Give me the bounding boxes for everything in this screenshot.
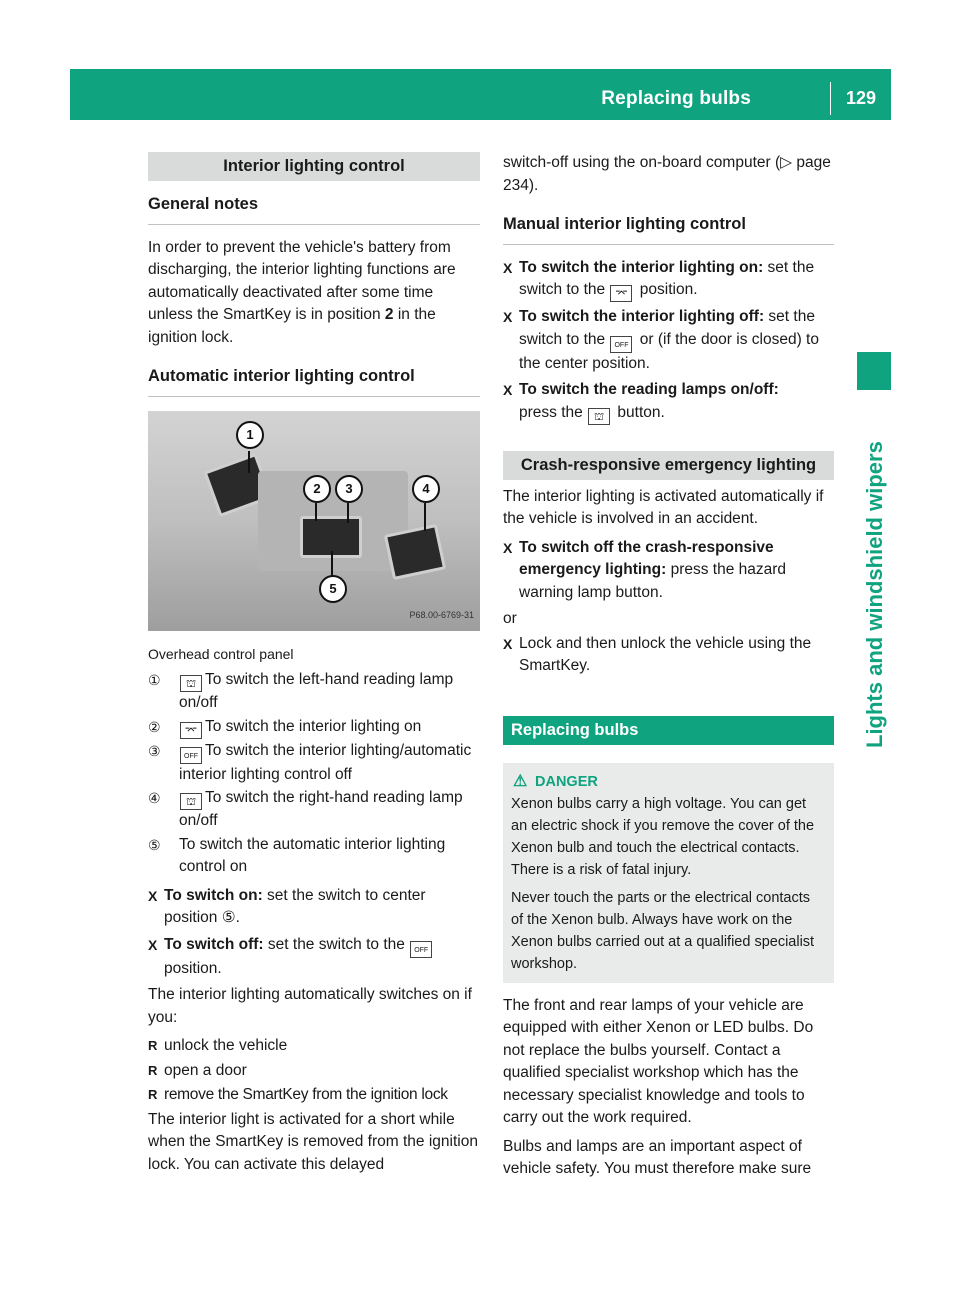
bullet-marker: R bbox=[148, 1062, 158, 1078]
legend-item-1 bbox=[148, 669, 480, 715]
callout-4: 4 bbox=[412, 475, 440, 503]
auto-on-text-3: remove the SmartKey from the ignition lock bbox=[164, 1086, 448, 1103]
legend-num-5: ⑤ bbox=[148, 836, 161, 853]
auto-on-text-2: open a door bbox=[164, 1061, 247, 1079]
legend-item-2 bbox=[148, 716, 480, 739]
interior-light-off-icon: OFF bbox=[180, 747, 202, 764]
section-title-interior-lighting: Interior lighting control bbox=[148, 152, 480, 181]
step-marker: X bbox=[148, 887, 158, 904]
callout-line-3 bbox=[347, 503, 349, 523]
overhead-panel-photo bbox=[148, 411, 480, 631]
callout-1: 1 bbox=[236, 421, 264, 449]
crash-alt-step bbox=[503, 633, 834, 678]
manual-step-off bbox=[503, 306, 834, 375]
manual-step-reading-text-a: press the bbox=[519, 403, 583, 421]
legend-item-5 bbox=[148, 834, 480, 879]
danger-heading bbox=[511, 771, 826, 793]
bulbs-paragraph-1: The front and rear lamps of your vehicle are equipped with either Xenon or LED bulbs. Do not replace the bulbs yourself. Contact a qualified specialist workshop which has the necessary specialist knowledge and tools to carry out the work required. bbox=[503, 996, 814, 1126]
danger-box bbox=[503, 763, 834, 983]
right-column bbox=[503, 152, 834, 1187]
auto-on-text-1: unlock the vehicle bbox=[164, 1037, 288, 1054]
callout-line-2 bbox=[315, 503, 317, 521]
photo-code: P68.00-6769-31 bbox=[409, 610, 474, 620]
or-text: or bbox=[503, 610, 517, 627]
header-title: Replacing bulbs bbox=[601, 88, 751, 109]
callout-5: 5 bbox=[319, 575, 347, 603]
step-switch-off bbox=[148, 934, 480, 981]
bulbs-paragraph-2: Bulbs and lamps are an important aspect of vehicle safety. You must therefore make sure bbox=[503, 1137, 812, 1177]
manual-step-reading-text-b: button. bbox=[617, 403, 665, 421]
legend-num-4: ④ bbox=[148, 790, 161, 806]
legend-num-3: ③ bbox=[148, 742, 161, 759]
side-label: Lights and windshield wipers bbox=[862, 441, 887, 748]
interior-light-off-icon: OFF bbox=[610, 336, 632, 353]
continued-paragraph: switch-off using the on-board computer (▷ page 234). bbox=[503, 154, 831, 194]
legend-num-2: ② bbox=[148, 718, 161, 735]
auto-on-item-1 bbox=[148, 1035, 480, 1058]
warning-triangle-icon: ⚠ bbox=[513, 772, 528, 790]
crash-paragraph: The interior lighting is activated automatically if the vehicle is involved in an accident. bbox=[503, 487, 824, 527]
step-marker: X bbox=[503, 309, 513, 325]
legend-text-1: To switch the left-hand reading lamp on/off bbox=[179, 671, 454, 711]
danger-label: DANGER bbox=[535, 773, 598, 790]
interior-light-on-icon: ⌤ bbox=[610, 285, 632, 302]
legend-text-3: To switch the interior lighting/automatic interior lighting control off bbox=[179, 741, 472, 783]
page-number: 129 bbox=[845, 88, 877, 108]
bullet-marker: R bbox=[148, 1087, 158, 1102]
photo-caption: Overhead control panel bbox=[148, 645, 294, 662]
manual-step-on-label: To switch the interior lighting on: bbox=[519, 258, 764, 276]
left-column bbox=[148, 152, 480, 1182]
step-switch-on bbox=[148, 885, 480, 930]
crash-alt-text: Lock and then unlock the vehicle using the SmartKey. bbox=[519, 634, 812, 674]
crash-step bbox=[503, 537, 834, 605]
step-switch-on-text: set the switch to center position ⑤. bbox=[164, 886, 426, 926]
manual-step-on-text-b: position. bbox=[639, 281, 698, 298]
side-tab-marker bbox=[857, 352, 891, 390]
auto-on-item-3 bbox=[148, 1084, 480, 1107]
section-title-replacing-bulbs: Replacing bulbs bbox=[503, 716, 834, 745]
manual-step-reading bbox=[503, 379, 834, 425]
callout-line-5 bbox=[331, 551, 333, 577]
legend-text-2: To switch the interior lighting on bbox=[205, 717, 422, 735]
reading-lamp-icon: ⛫ bbox=[180, 793, 202, 810]
legend-item-4 bbox=[148, 787, 480, 833]
manual-step-off-text-a: set the switch to the bbox=[519, 308, 815, 348]
general-notes-paragraph bbox=[148, 237, 480, 350]
step-switch-on-label: To switch on: bbox=[164, 886, 263, 904]
general-notes-bold: 2 bbox=[384, 306, 394, 323]
legend-text-4: To switch the right-hand reading lamp on/off bbox=[179, 789, 463, 829]
step-marker: X bbox=[503, 635, 513, 652]
legend-num-1: ① bbox=[148, 672, 161, 688]
step-marker: X bbox=[503, 382, 513, 398]
reading-lamp-icon: ⛫ bbox=[588, 408, 610, 425]
bullet-marker: R bbox=[148, 1038, 158, 1053]
after-removal-paragraph: The interior light is activated for a short while when the SmartKey is removed from the ignition lock. You can activate this delayed bbox=[148, 1110, 478, 1173]
interior-light-on-icon: ⌤ bbox=[180, 722, 202, 739]
legend-text-5: To switch the automatic interior lighting control on bbox=[179, 835, 446, 875]
manual-step-off-label: To switch the interior lighting off: bbox=[519, 308, 765, 325]
heading-general-notes: General notes bbox=[148, 193, 480, 225]
general-notes-text-2: in the ignition lock. bbox=[148, 306, 436, 346]
step-marker: X bbox=[503, 539, 513, 556]
manual-step-on-text-a: set the switch to the bbox=[519, 258, 815, 298]
page-header bbox=[70, 69, 891, 120]
danger-paragraph-2: Never touch the parts or the electrical contacts of the Xenon bulb. Always have work on the Xenon bulbs carried out at a qualified specialist workshop. bbox=[511, 889, 815, 972]
manual-step-on bbox=[503, 257, 834, 303]
step-switch-off-text: set the switch to the bbox=[263, 935, 405, 953]
heading-automatic-control: Automatic interior lighting control bbox=[148, 365, 480, 397]
auto-on-intro: The interior lighting automatically switches on if you: bbox=[148, 986, 472, 1026]
section-title-crash-lighting: Crash-responsive emergency lighting bbox=[503, 451, 834, 480]
interior-light-off-icon: OFF bbox=[410, 941, 432, 958]
general-notes-text-1: In order to prevent the vehicle's battery from discharging, the interior lighting functions are automatically deactivated after some time unless the SmartKey is in position bbox=[148, 238, 456, 323]
step-marker: X bbox=[148, 936, 158, 953]
step-switch-off-label: To switch off: bbox=[164, 935, 264, 953]
crash-step-text: press the hazard warning lamp button. bbox=[519, 561, 787, 601]
step-switch-off-text-2: position. bbox=[164, 959, 222, 977]
step-marker: X bbox=[503, 259, 513, 276]
auto-on-item-2 bbox=[148, 1060, 480, 1083]
callout-line-4 bbox=[424, 503, 426, 531]
danger-paragraph-1: Xenon bulbs carry a high voltage. You can get an electric shock if you remove the cover of the Xenon bulb and touch the electrical contacts. There is a risk of fatal injury. bbox=[511, 795, 815, 878]
legend-item-3 bbox=[148, 740, 480, 787]
crash-step-label: To switch off the crash-responsive emergency lighting: bbox=[519, 538, 774, 578]
callout-3: 3 bbox=[335, 475, 363, 503]
manual-step-off-text-b: or (if the door is closed) to the center position. bbox=[519, 330, 819, 372]
heading-manual-control: Manual interior lighting control bbox=[503, 213, 834, 245]
manual-step-reading-label: To switch the reading lamps on/off: bbox=[519, 381, 779, 398]
callout-line-1 bbox=[248, 451, 250, 473]
reading-lamp-icon: ⛫ bbox=[180, 675, 202, 692]
callout-2: 2 bbox=[303, 475, 331, 503]
